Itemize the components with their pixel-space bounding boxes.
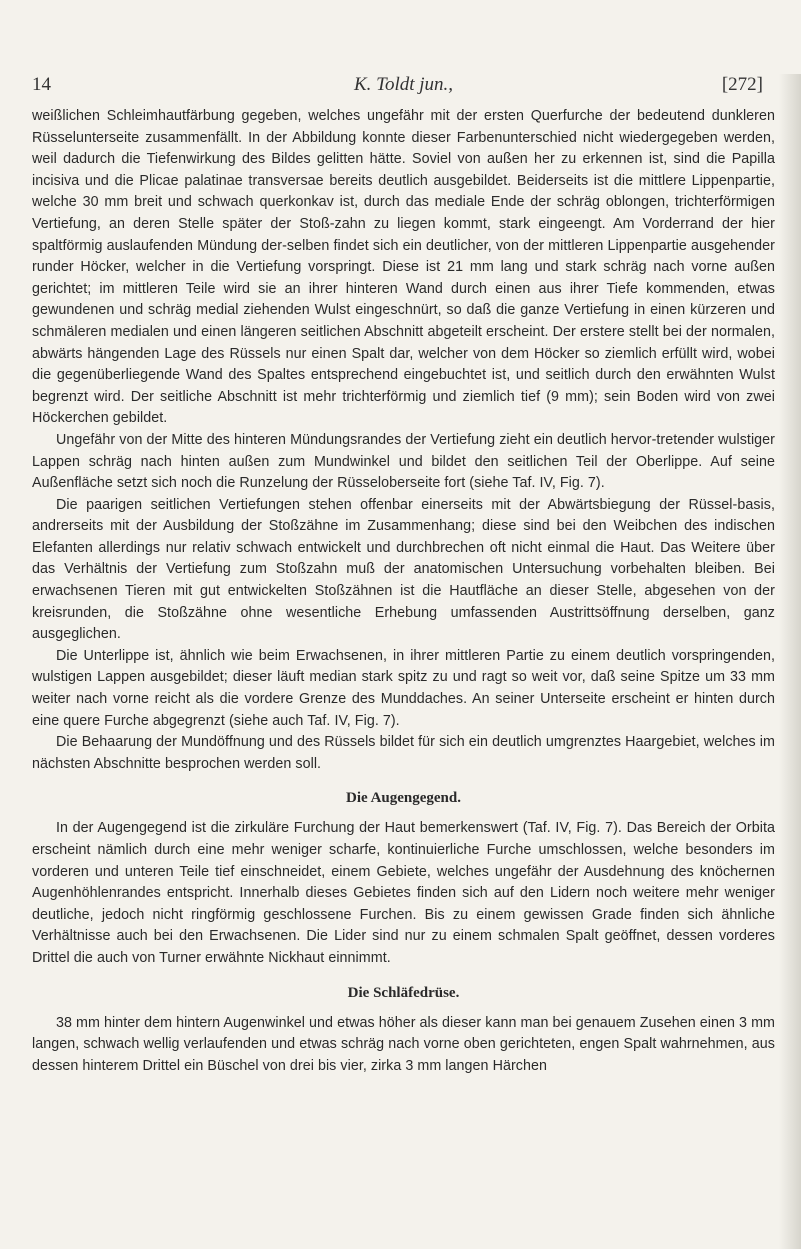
paragraph-2: Ungefähr von der Mitte des hinteren Mündungsrandes der Vertiefung zieht ein deutlich hervor-tretender wulstiger Lappen schräg nach hinten außen zum Mundwinkel und bildet den seitlichen Teil der Oberlippe. Auf seine Außenfläche setzt sich noch die Runzelung der Rüsseloberseite fort (siehe Taf. IV, Fig. 7). xyxy=(32,431,775,492)
paragraph-7: 38 mm hinter dem hintern Augenwinkel und etwas höher als dieser kann man bei genauem Zusehen einen 3 mm langen, schwach wellig verlaufenden und etwas schräg nach vorne oben gerichteten, engen Spalt wahrnehmen, aus dessen hinterem Drittel ein Büschel von drei bis vier, zirka 3 mm langen Härchen xyxy=(32,1014,775,1074)
section-number: [272] xyxy=(721,74,763,95)
running-head xyxy=(32,74,775,114)
paragraph-5: Die Behaarung der Mundöffnung und des Rüssels bildet für sich ein deutlich umgrenztes Haargebiet, welches im nächsten Abschnitte besprochen werden soll. xyxy=(32,734,775,772)
document-page xyxy=(0,74,801,1249)
paragraph-6: In der Augengegend ist die zirkuläre Furchung der Haut bemerkenswert (Taf. IV, Fig. 7). Das Bereich der Orbita erscheint nämlich durch eine mehr weniger scharfe, kontinuierliche Furche umschlossen, welche besonders im vorderen und unteren Teile tief einschneidet, einem Gebiete, welches ungefähr der Ausdehnung des knöchernen Augenhöhlenrandes entspricht. Innerhalb dieses Gebietes finden sich auf den Lidern noch weitere mehr weniger deutliche, jedoch nicht ringförmig geschlossene Furchen. Bis zu einem gewissen Grade finden sich ähnliche Verhältnisse auch bei den Erwachsenen. Die Lider sind nur zu einem schmalen Spalt geöffnet, dessen vorderes Drittel die auch von Turner erwähnte Nickhaut einnimmt. xyxy=(32,820,775,966)
heading-augengegend: Die Augengegend. xyxy=(345,790,461,807)
body-text xyxy=(32,106,775,1077)
page-number: 14 xyxy=(32,74,51,95)
paragraph-4: Die Unterlippe ist, ähnlich wie beim Erwachsenen, in ihrer mittleren Partie zu einem deutlich vorspringenden, wulstigen Lappen ausgebildet; dieser läuft median stark spitz zu und ragt so weit vor, daß seine Spitze um 33 mm weiter nach vorne reicht als die vordere Grenze des Munddaches. An seiner Unterseite erscheint er hinten durch eine quere Furche abgegrenzt (siehe auch Taf. IV, Fig. 7). xyxy=(32,647,775,729)
running-title: K. Toldt jun., xyxy=(353,74,454,95)
paragraph-3: Die paarigen seitlichen Vertiefungen stehen offenbar einerseits mit der Abwärtsbiegung der Rüssel-basis, andrerseits mit der Ausbildung der Stoßzähne im Zusammenhang; diese sind bei den Weibchen des indischen Elefanten allerdings nur relativ schwach entwickelt und durchbrechen oft nicht einmal die Haut. Das Weitere über das Verhältnis der Vertiefung zum Stoßzahn muß der anatomischen Untersuchung vorbehalten bleiben. Bei erwachsenen Tieren mit gut entwickelten Stoßzähnen ist die Hautfläche an dieser Stelle, abgesehen von der kreisrunden, die Stoßzähne ohne wesentliche Erhebung umfassenden Austrittsöffnung derselben, ganz ausgeglichen. xyxy=(32,496,775,643)
paragraph-1: weißlichen Schleimhautfärbung gegeben, welches ungefähr mit der ersten Querfurche der bedeutend dunkleren Rüsselunterseite zusammenfällt. In der Abbildung konnte dieser Farbenunterschied nicht wiedergegeben werden, weil dadurch die Tiefenwirkung des Bildes gelitten hätte. Soviel von außen her zu erkennen ist, sind die Papilla incisiva und die Plicae palatinae transversae bereits deutlich ausgebildet. Beiderseits ist die mittlere Lippenpartie, welche 30 mm breit und schwach querkonkav ist, durch das mediale Ende der schräg oblongen, trichterförmigen Vertiefung, an deren Stelle später der Stoß-zahn zu liegen kommt, stark eingeengt. Am Vorderrand der hier spaltförmig auslaufenden Mündung der-selben findet sich ein deutlicher, von der mittleren Lippenpartie ausgehender runder Höcker, welcher in die Vertiefung vorspringt. Diese ist 21 mm lang und stark schräg nach vorne außen gerichtet; im mittleren Teile wird sie an ihrer hinteren Wand durch einen aus ihrer Tiefe kommenden, etwas gewundenen und schräg medial ziehenden Wulst eingeschnürt, so daß die ganze Vertiefung in einen kürzeren und schmäleren medialen und einen längeren seitlichen Abschnitt abgeteilt erscheint. Der erstere stellt bei der normalen, abwärts hängenden Lage des Rüssels nur einen Spalt dar, welcher von dem Höcker so ziemlich erfüllt wird, wobei die gegenüberliegende Wand des Spaltes entsprechend eingebuchtet ist, und seitlich durch den erwähnten Wulst begrenzt wird. Der seitliche Abschnitt ist mehr trichterförmig und ziemlich tief (9 mm); sein Boden wird von zwei Höckerchen gebildet. xyxy=(32,108,775,427)
heading-schlaefedruese: Die Schläfedrüse. xyxy=(347,984,460,1001)
